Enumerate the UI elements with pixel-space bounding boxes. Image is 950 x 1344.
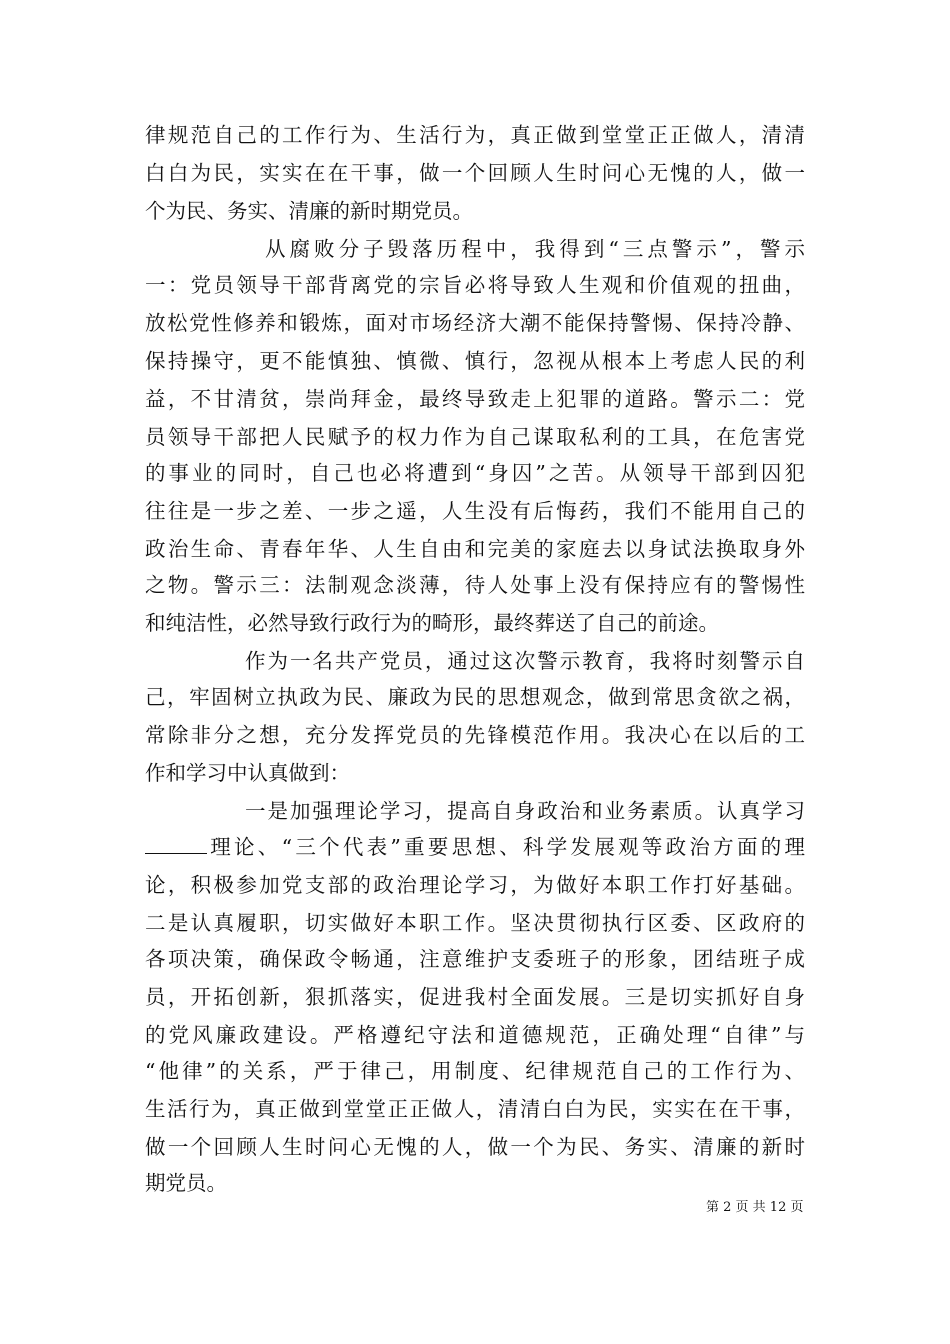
- text-line: 政治生命、青春年华、人生自由和完美的家庭去以身试法换取身外: [145, 537, 805, 561]
- text-line: 放松党性修养和锻炼，面对市场经济大潮不能保持警惕、保持冷静、: [145, 311, 805, 335]
- text-line: 做一个回顾人生时问心无愧的人，做一个为民、务实、清廉的新时: [145, 1135, 805, 1159]
- text-line: 员，开拓创新，狠抓落实，促进我村全面发展。三是切实抓好自身: [145, 985, 805, 1009]
- text-line: 二是认真履职，切实做好本职工作。坚决贯彻执行区委、区政府的: [145, 911, 805, 935]
- text-line: 员领导干部把人民赋予的权力作为自己谋取私利的工具，在危害党: [145, 425, 805, 449]
- text-line: 律规范自己的工作行为、生活行为，真正做到堂堂正正做人，清清: [145, 123, 805, 147]
- page-number-footer: 第 2 页 共 12 页: [706, 1200, 804, 1215]
- text-line: “他律”的关系，严于律己，用制度、纪律规范自己的工作行为、: [145, 1059, 805, 1083]
- text-line: 之物。警示三：法制观念淡薄，待人处事上没有保持应有的警惕性: [145, 573, 805, 597]
- text-line: 常除非分之想，充分发挥党员的先锋模范作用。我决心在以后的工: [145, 723, 805, 747]
- paragraph-start-line: 从腐败分子毁落历程中，我得到“三点警示”，警示: [265, 237, 805, 261]
- paragraph-start-line: 一是加强理论学习，提高自身政治和业务素质。认真学习: [245, 799, 805, 823]
- blank-underline: [145, 835, 207, 854]
- text-line: 期党员。: [145, 1171, 227, 1195]
- text-line: 个为民、务实、清廉的新时期党员。: [145, 199, 473, 223]
- text-line: 保持操守，更不能慎独、慎微、慎行，忽视从根本上考虑人民的利: [145, 349, 805, 373]
- text-line: 白白为民，实实在在干事，做一个回顾人生时问心无愧的人，做一: [145, 161, 805, 185]
- text-line: 往往是一步之差、一步之遥，人生没有后悔药，我们不能用自己的: [145, 499, 805, 523]
- text-line: 和纯洁性，必然导致行政行为的畸形，最终葬送了自己的前途。: [145, 611, 719, 635]
- text-line: 己，牢固树立执政为民、廉政为民的思想观念，做到常思贪欲之祸，: [145, 685, 805, 709]
- text-line: 生活行为，真正做到堂堂正正做人，清清白白为民，实实在在干事，: [145, 1097, 805, 1121]
- text-line: 作和学习中认真做到：: [145, 761, 350, 785]
- text-line: 的党风廉政建设。严格遵纪守法和道德规范，正确处理“自律”与: [145, 1023, 805, 1047]
- text-line: 论，积极参加党支部的政治理论学习，为做好本职工作打好基础。: [145, 873, 805, 897]
- paragraph-start-line: 作为一名共产党员，通过这次警示教育，我将时刻警示自: [245, 649, 805, 673]
- text-line: 益，不甘清贫，崇尚拜金，最终导致走上犯罪的道路。警示二：党: [145, 387, 805, 411]
- text-line: 理论、“三个代表”重要思想、科学发展观等政治方面的理: [207, 835, 805, 859]
- text-line: 的事业的同时，自己也必将遭到“身囚”之苦。从领导干部到囚犯: [145, 461, 805, 485]
- text-line: 各项决策，确保政令畅通，注意维护支委班子的形象，团结班子成: [145, 947, 805, 971]
- text-line-with-blank: [145, 835, 805, 859]
- text-line: 一：党员领导干部背离党的宗旨必将导致人生观和价值观的扭曲，: [145, 273, 805, 297]
